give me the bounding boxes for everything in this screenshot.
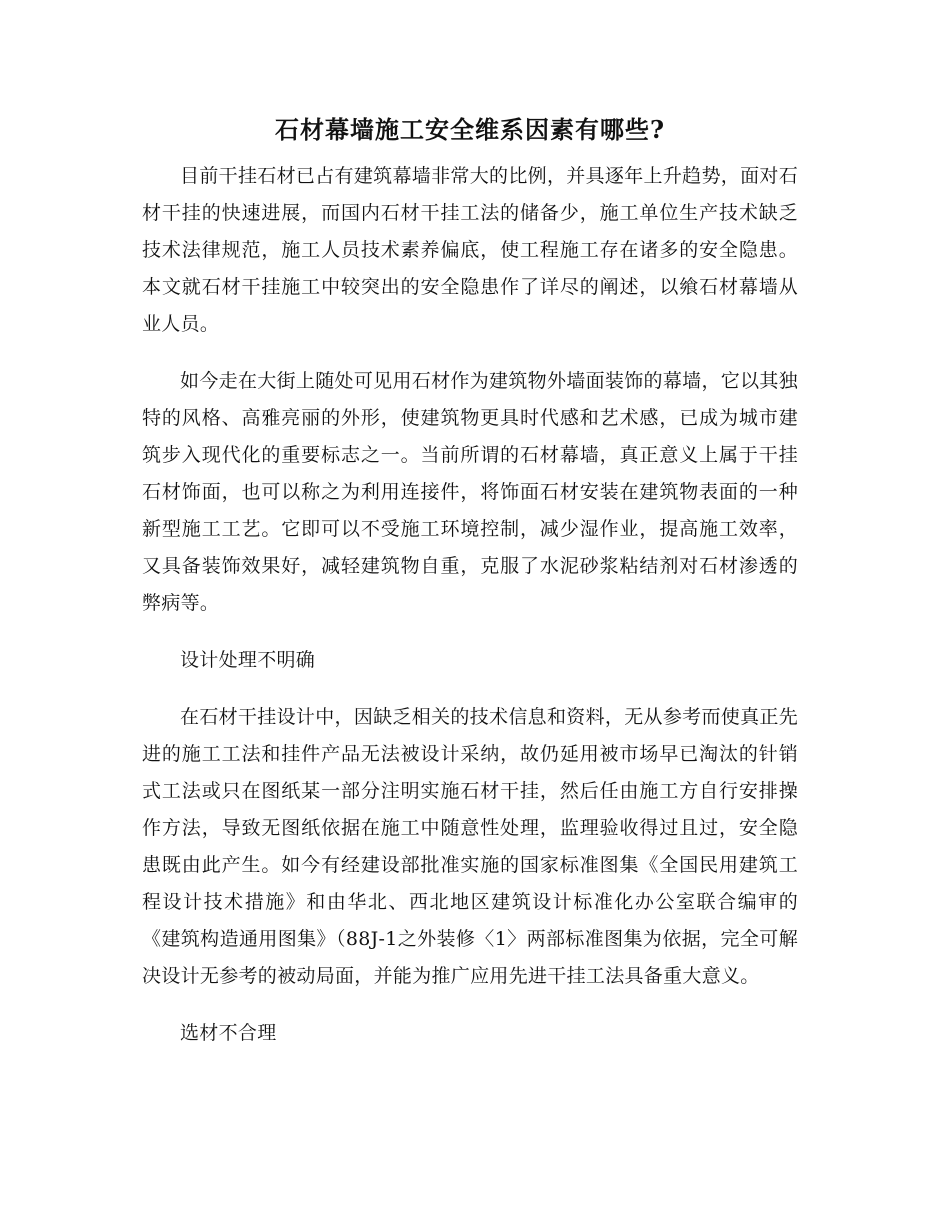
paragraph-background: 如今走在大街上随处可见用石材作为建筑物外墙面装饰的幕墙，它以其独特的风格、高雅亮丽的外形，使建筑物更具时代感和艺术感，已成为城市建筑步入现代化的重要标志之一。当前所谓的石材幕墙，真正意义上属于干挂石材饰面，也可以称之为利用连接件，将饰面石材安装在建筑物表面的一种新型施工工艺。它即可以不受施工环境控制，减少湿作业，提高施工效率，又具备装饰效果好，减轻建筑物自重，克服了水泥砂浆粘结剂对石材渗透的弊病等。: [142, 370, 798, 614]
paragraph-design: 在石材干挂设计中，因缺乏相关的技术信息和资料，无从参考而使真正先进的施工工法和挂件产品无法被设计采纳，故仍延用被市场早已淘汰的针销式工法或只在图纸某一部分注明实施石材干挂，然后任由施工方自行安排操作方法，导致无图纸依据在施工中随意性处理，监理验收得过且过，安全隐患既由此产生。如今有经建设部批准实施的国家标准图集《全国民用建筑工程设计技术措施》和由华北、西北地区建筑设计标准化办公室联合编审的《建筑构造通用图集》（88J-1之外装修〈1〉两部标准图集为依据，完全可解决设计无参考的被动局面，并能为推广应用先进干挂工法具备重大意义。: [142, 706, 798, 987]
document-title: 石材幕墙施工安全维系因素有哪些?: [274, 115, 666, 144]
document-page: [142, 108, 798, 1072]
paragraph-intro: 目前干挂石材已占有建筑幕墙非常大的比例，并具逐年上升趋势，面对石材干挂的快速进展，而国内石材干挂工法的储备少，施工单位生产技术缺乏技术法律规范，施工人员技术素养偏底，使工程施工存在诸多的安全隐患。本文就石材干挂施工中较突出的安全隐患作了详尽的阐述，以飨石材幕墙从业人员。: [142, 165, 798, 335]
section-heading-materials: 选材不合理: [180, 1022, 277, 1044]
section-heading-design: 设计处理不明确: [180, 649, 316, 671]
